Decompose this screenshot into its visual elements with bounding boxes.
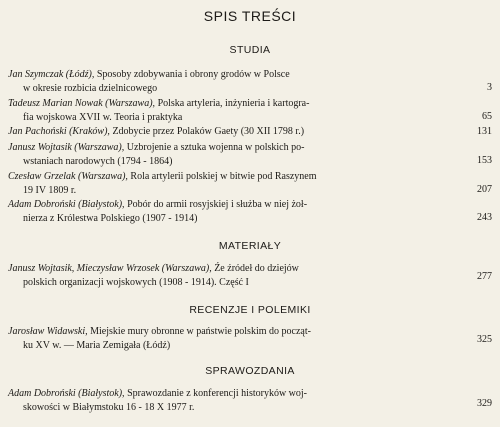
- entry-line-2: skowości w Białymstoku 16 - 18 X 1977 r.: [23, 401, 195, 413]
- entry-author: Tadeusz Marian Nowak (Warszawa),: [8, 98, 156, 109]
- entry-line-2: nierza z Królestwa Polskiego (1907 - 1914): [23, 212, 198, 224]
- section-heading-sprawozdania: SPRAWOZDANIA: [205, 365, 295, 377]
- entry-author: Adam Dobroński (Białystok),: [8, 199, 125, 210]
- entry-line-2: fia wojskowa XVII w. Teoria i praktyka: [23, 111, 183, 123]
- entry-page-number: 131: [477, 126, 492, 137]
- entry-page-number: 329: [477, 398, 492, 409]
- entry-title: Zdobycie przez Polaków Gaety (30 XII 1798 r.): [109, 126, 305, 137]
- entry-author: Jarosław Widawski,: [8, 326, 88, 337]
- entry-line-2: 19 IV 1809 r.: [23, 184, 77, 196]
- entry-line-2: wstaniach narodowych (1794 - 1864): [23, 155, 173, 167]
- entry-author: Jan Pachoński (Kraków),: [8, 126, 110, 137]
- entry-title: Uzbrojenie a sztuka wojenna w polskich po-: [124, 142, 305, 153]
- toc-entry: [8, 325, 463, 352]
- toc-entry: [8, 170, 463, 197]
- page-title: SPIS TREŚCI: [203, 8, 297, 24]
- entry-page-number: 153: [477, 155, 492, 166]
- entry-page-number: 325: [477, 334, 492, 345]
- entry-title: Miejskie mury obronne w państwie polskim do począt-: [87, 326, 311, 337]
- toc-entry: [8, 262, 463, 289]
- entry-author: Janusz Wojtasik, Mieczysław Wrzosek (Warszawa),: [8, 263, 212, 274]
- entry-line-2: ku XV w. — Maria Zemigała (Łódź): [23, 339, 171, 351]
- entry-page-number: 65: [482, 111, 492, 122]
- toc-entry: [8, 125, 463, 139]
- entry-title: Polska artyleria, inżynieria i kartogra-: [155, 98, 310, 109]
- entry-line-2: w okresie rozbicia dzielnicowego: [23, 82, 158, 94]
- entry-page-number: 3: [487, 82, 492, 93]
- entry-author: Czesław Grzelak (Warszawa),: [8, 171, 128, 182]
- toc-entry: [8, 141, 463, 168]
- entry-page-number: 207: [477, 184, 492, 195]
- toc-entry: [8, 387, 463, 414]
- entry-author: Janusz Wojtasik (Warszawa),: [8, 142, 125, 153]
- entry-page-number: 277: [477, 271, 492, 282]
- section-heading-studia: STUDIA: [229, 44, 271, 56]
- section-heading-materialy: MATERIAŁY: [218, 240, 282, 252]
- section-heading-recenzje: RECENZJE I POLEMIKI: [189, 304, 311, 316]
- entry-title: Rola artylerii polskiej w bitwie pod Raszynem: [127, 171, 317, 182]
- entry-line-2: polskich organizacji wojskowych (1908 - 1914). Część I: [23, 276, 249, 288]
- toc-entry: [8, 68, 463, 95]
- entry-author: Jan Szymczak (Łódź),: [8, 69, 95, 80]
- entry-title: Sposoby zdobywania i obrony grodów w Polsce: [94, 69, 290, 80]
- entry-author: Adam Dobroński (Białystok),: [8, 388, 125, 399]
- entry-line-1: [8, 68, 463, 82]
- entry-title: Pobór do armii rosyjskiej i służba w niej żoł-: [124, 199, 308, 210]
- toc-entry: [8, 97, 463, 124]
- toc-entry: [8, 198, 463, 225]
- entry-page-number: 243: [477, 212, 492, 223]
- entry-title: Źe źródeł do dziejów: [211, 263, 299, 274]
- entry-title: Sprawozdanie z konferencji historyków woj-: [124, 388, 308, 399]
